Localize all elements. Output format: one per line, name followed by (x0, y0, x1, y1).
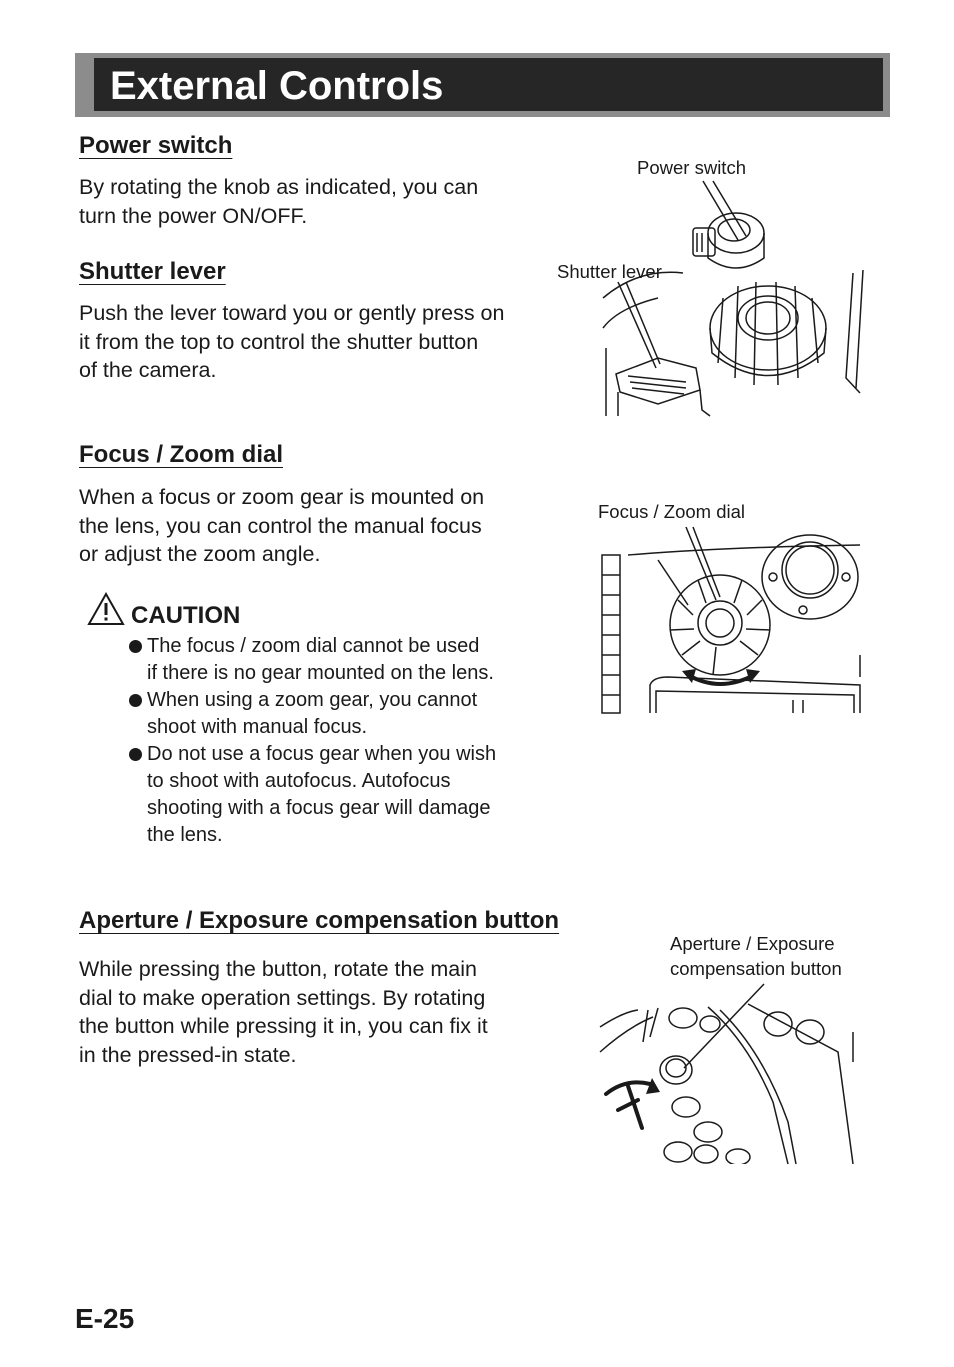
text-line: in the pressed-in state. (79, 1042, 297, 1067)
focus-zoom-illustration (598, 525, 864, 715)
shutter-lever-label: Shutter lever (557, 261, 662, 282)
power-switch-text (79, 173, 478, 230)
aperture-heading: Aperture / Exposure compensation button (79, 907, 560, 934)
page-title: External Controls (110, 64, 444, 108)
title-inner (94, 58, 883, 111)
power-switch-label: Power switch (637, 157, 746, 178)
text-line: the lens, you can control the manual focus (79, 513, 482, 538)
bullet-icon (129, 748, 142, 761)
power-shutter-illustration (598, 178, 870, 418)
shutter-lever-heading: Shutter lever (79, 258, 226, 285)
focus-zoom-label: Focus / Zoom dial (598, 501, 746, 522)
focus-zoom-heading: Focus / Zoom dial (79, 441, 284, 468)
text-line: the lens. (147, 824, 223, 846)
caution-item (128, 687, 496, 741)
aperture-text (79, 955, 488, 1069)
bullet-icon (129, 640, 142, 653)
text-line: the button while pressing it in, you can fix it (79, 1014, 488, 1039)
text-line: The focus / zoom dial cannot be used (147, 635, 480, 657)
text-line: When a focus or zoom gear is mounted on (79, 485, 485, 509)
text-line: When using a zoom gear, you cannot (147, 689, 478, 711)
power-switch-heading: Power switch (79, 132, 233, 159)
text-line: it from the top to control the shutter button (79, 329, 479, 354)
aperture-button-illustration (598, 982, 858, 1164)
caution-item (128, 633, 496, 687)
page-number: E-25 (75, 1303, 135, 1334)
text-line: if there is no gear mounted on the lens. (147, 662, 494, 684)
text-line: By rotating the knob as indicated, you can (79, 175, 479, 199)
text-line: While pressing the button, rotate the main (79, 957, 477, 981)
title-bar (75, 53, 890, 117)
text-line: of the camera. (79, 358, 217, 383)
text-line: turn the power ON/OFF. (79, 203, 308, 228)
caution-list (128, 633, 496, 849)
warning-triangle-icon (87, 592, 125, 626)
bullet-icon (129, 694, 142, 707)
text-line: Push the lever toward you or gently press on (79, 301, 505, 325)
focus-zoom-text (79, 483, 484, 569)
caution-item (128, 741, 496, 849)
text-line: or adjust the zoom angle. (79, 542, 321, 567)
text-line: shoot with manual focus. (147, 716, 368, 738)
text-line: dial to make operation settings. By rotating (79, 985, 486, 1010)
text-line: shooting with a focus gear will damage (147, 797, 491, 819)
text-line: to shoot with autofocus. Autofocus (147, 770, 451, 792)
aperture-label-line-2: compensation button (670, 958, 842, 979)
text-line: Do not use a focus gear when you wish (147, 743, 497, 765)
aperture-label-line-1: Aperture / Exposure (670, 933, 835, 954)
caution-title: CAUTION (131, 602, 241, 629)
shutter-lever-text (79, 299, 504, 385)
